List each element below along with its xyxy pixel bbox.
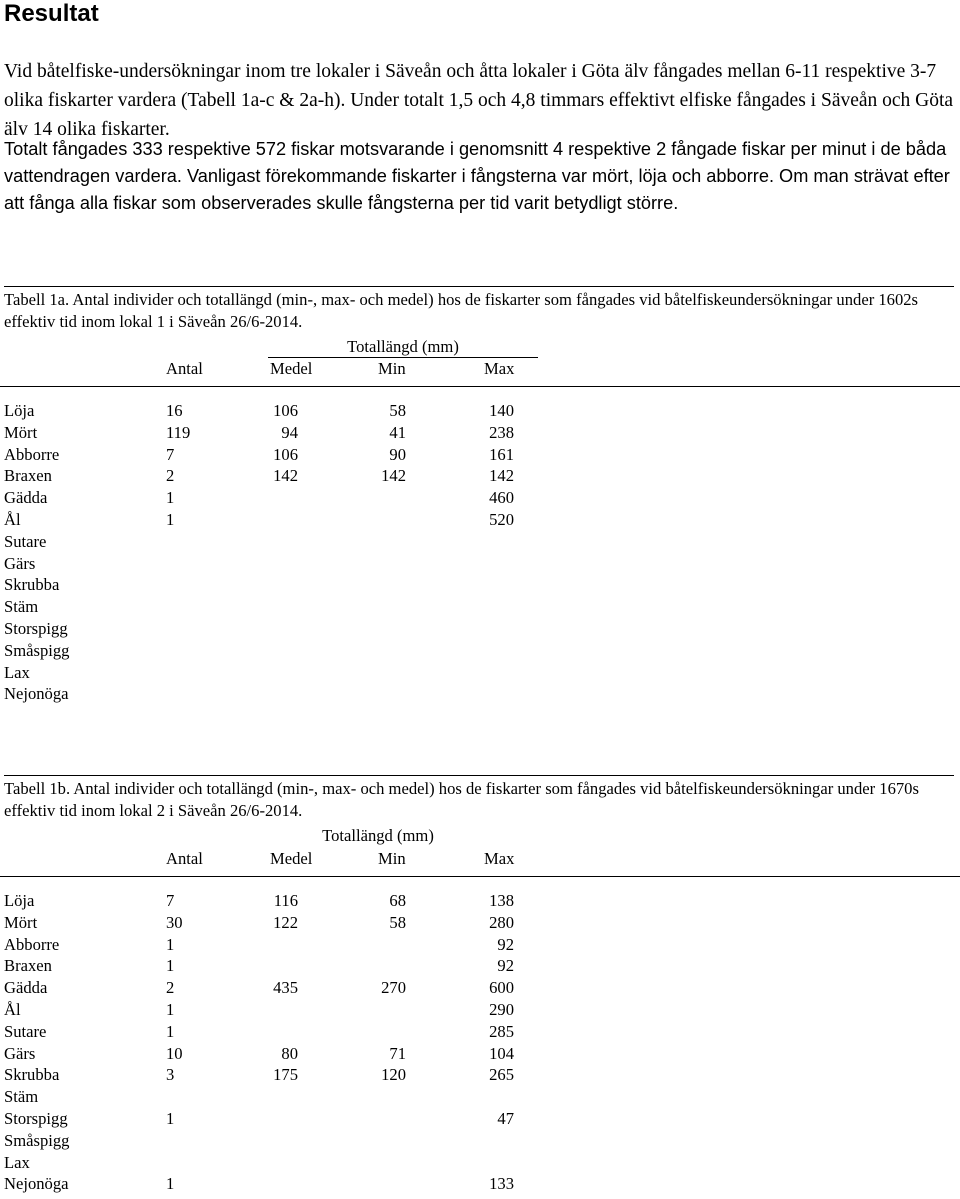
cell-max: 520 <box>489 510 514 529</box>
cell-min: 58 <box>389 912 406 932</box>
table-row <box>0 1108 960 1130</box>
table-row <box>0 1130 960 1152</box>
table-1b-header-rule <box>0 876 960 877</box>
cell-name: Sutare <box>4 1021 47 1041</box>
cell-antal: 1 <box>166 1000 175 1019</box>
cell-antal: 2 <box>166 466 175 486</box>
cell-max: 161 <box>489 444 514 464</box>
cell-name: Storspigg <box>4 619 68 638</box>
cell-max: 600 <box>489 978 514 998</box>
table-row <box>0 1064 960 1086</box>
table-1b-group-header: Totallängd (mm) <box>322 826 434 845</box>
table-row <box>0 444 960 466</box>
cell-name: Mört <box>4 422 38 442</box>
cell-medel: 435 <box>273 978 298 998</box>
cell-name: Löja <box>4 401 35 420</box>
cell-max: 47 <box>497 1109 514 1128</box>
cell-max: 238 <box>489 422 514 442</box>
cell-max: 140 <box>489 401 514 420</box>
cell-min: 90 <box>389 444 406 464</box>
cell-name: Abborre <box>4 444 60 464</box>
cell-min: 58 <box>389 401 406 420</box>
table-row <box>0 574 960 596</box>
cell-name: Småspigg <box>4 1130 70 1150</box>
cell-name: Mört <box>4 912 38 932</box>
cell-max: 265 <box>489 1065 514 1085</box>
cell-min: 270 <box>381 978 406 998</box>
cell-medel: 106 <box>273 401 298 420</box>
table-row <box>0 1086 960 1108</box>
cell-antal: 1 <box>166 934 175 954</box>
cell-antal: 1 <box>166 488 175 508</box>
table-1b-col-min: Min <box>378 849 406 868</box>
table-row <box>0 1173 960 1195</box>
table-1b-col-medel: Medel <box>270 849 313 868</box>
table-1a-col-antal: Antal <box>166 359 203 378</box>
cell-name: Ål <box>4 1000 21 1019</box>
cell-name: Nejonöga <box>4 684 69 704</box>
cell-max: 285 <box>489 1021 514 1041</box>
cell-name: Gärs <box>4 553 36 573</box>
table-1a-col-min: Min <box>378 359 406 378</box>
table-1a-group-header: Totallängd (mm) <box>268 337 538 358</box>
table-row <box>0 1021 960 1043</box>
table-row <box>0 509 960 531</box>
cell-name: Gärs <box>4 1043 36 1063</box>
cell-name: Gädda <box>4 978 48 998</box>
table-1a-header-rule <box>0 386 960 387</box>
cell-antal: 1 <box>166 1174 175 1194</box>
cell-name: Skrubba <box>4 575 60 595</box>
cell-name: Stäm <box>4 597 39 617</box>
table-row <box>0 640 960 662</box>
cell-antal: 10 <box>166 1043 183 1063</box>
table-row <box>0 618 960 640</box>
cell-medel: 175 <box>273 1065 298 1085</box>
cell-antal: 2 <box>166 978 175 998</box>
cell-antal: 1 <box>166 956 175 976</box>
cell-antal: 3 <box>166 1065 175 1085</box>
table-row <box>0 400 960 422</box>
cell-name: Lax <box>4 662 30 682</box>
cell-max: 138 <box>489 891 514 910</box>
table-row <box>0 912 960 934</box>
cell-name: Stäm <box>4 1087 39 1107</box>
table-row <box>0 977 960 999</box>
cell-medel: 94 <box>281 422 298 442</box>
cell-min: 68 <box>389 891 406 910</box>
cell-name: Sutare <box>4 531 47 551</box>
cell-medel: 122 <box>273 912 298 932</box>
table-row <box>0 683 960 705</box>
cell-medel: 116 <box>273 891 298 910</box>
cell-antal: 1 <box>166 510 175 529</box>
cell-min: 71 <box>389 1043 406 1063</box>
cell-name: Storspigg <box>4 1109 68 1128</box>
cell-antal: 1 <box>166 1109 175 1128</box>
table-1a-caption: Tabell 1a. Antal individer och totallängd (min-, max- och medel) hos de fiskarter som fångades vid båtelfiskeundersökningar under 1602s effektiv tid inom lokal 1 i Säveån 26/6-2014. <box>4 286 954 333</box>
cell-max: 280 <box>489 912 514 932</box>
table-row <box>0 890 960 912</box>
cell-medel: 142 <box>273 466 298 486</box>
page-heading: Resultat <box>4 0 99 27</box>
intro-paragraph-2: Totalt fångades 333 respektive 572 fiskar motsvarande i genomsnitt 4 respektive 2 fångade fiskar per minut i de båda vattendragen vardera. Vanligast förekommande fiskarter i fångsterna var mört, löja och abborre. Om man strävat efter att fånga alla fiskar som observerades skulle fångsterna per tid varit betydligt större. <box>4 139 950 213</box>
cell-medel: 106 <box>273 444 298 464</box>
table-row <box>0 934 960 956</box>
cell-min: 120 <box>381 1065 406 1085</box>
table-row <box>0 1043 960 1065</box>
cell-max: 460 <box>489 488 514 508</box>
cell-name: Gädda <box>4 488 48 508</box>
cell-name: Abborre <box>4 934 60 954</box>
cell-name: Löja <box>4 891 35 910</box>
cell-max: 133 <box>489 1174 514 1194</box>
cell-max: 92 <box>497 934 514 954</box>
table-row <box>0 1152 960 1174</box>
cell-name: Skrubba <box>4 1065 60 1085</box>
table-1a-col-max: Max <box>484 359 515 378</box>
cell-antal: 7 <box>166 444 175 464</box>
cell-antal: 16 <box>166 401 183 420</box>
cell-min: 41 <box>389 422 406 442</box>
table-row <box>0 955 960 977</box>
cell-name: Lax <box>4 1152 30 1172</box>
cell-name: Braxen <box>4 466 52 486</box>
cell-antal: 7 <box>166 891 175 910</box>
cell-max: 142 <box>489 466 514 486</box>
table-1b-caption: Tabell 1b. Antal individer och totallängd (min-, max- och medel) hos de fiskarter som fångades vid båtelfiskeundersökningar under 1670s effektiv tid inom lokal 2 i Säveån 26/6-2014. <box>4 775 954 822</box>
cell-min: 142 <box>381 466 406 486</box>
cell-name: Braxen <box>4 956 52 976</box>
cell-max: 104 <box>489 1043 514 1063</box>
table-row <box>0 531 960 553</box>
cell-max: 290 <box>489 1000 514 1019</box>
table-row <box>0 422 960 444</box>
table-row <box>0 662 960 684</box>
table-row <box>0 487 960 509</box>
cell-name: Ål <box>4 510 21 529</box>
cell-antal: 30 <box>166 912 183 932</box>
table-1b-col-antal: Antal <box>166 849 203 868</box>
table-1b-col-max: Max <box>484 849 515 868</box>
cell-name: Nejonöga <box>4 1174 69 1194</box>
table-row <box>0 465 960 487</box>
cell-antal: 1 <box>166 1021 175 1041</box>
cell-max: 92 <box>497 956 514 976</box>
cell-medel: 80 <box>281 1043 298 1063</box>
cell-name: Småspigg <box>4 640 70 660</box>
cell-antal: 119 <box>166 422 191 442</box>
intro-paragraph-1: Vid båtelfiske-undersökningar inom tre lokaler i Säveån och åtta lokaler i Göta älv fångades mellan 6-11 respektive 3-7 olika fiskarter vardera (Tabell 1a-c & 2a-h). Under totalt 1,5 och 4,8 timmars effektivt elfiske fångades i Säveån och Göta älv 14 olika fiskarter. <box>4 61 954 140</box>
table-row <box>0 999 960 1021</box>
table-1a-col-medel: Medel <box>270 359 313 378</box>
table-row <box>0 596 960 618</box>
table-row <box>0 553 960 575</box>
